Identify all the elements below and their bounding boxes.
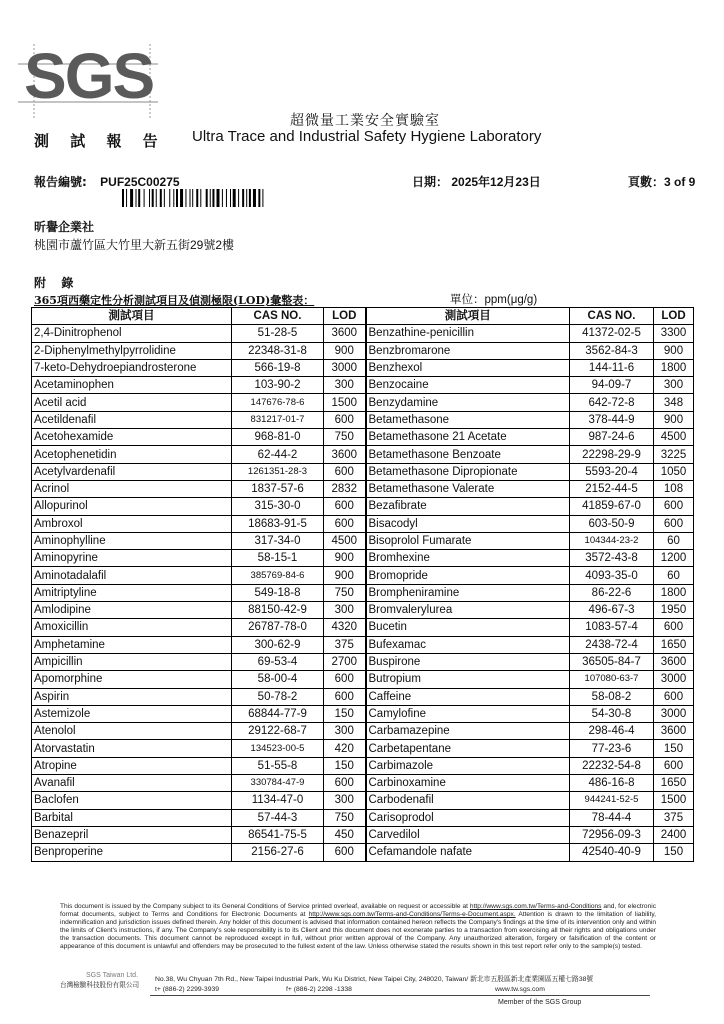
lod-cell-2: 600 (654, 515, 694, 532)
test-item-cell-2: Betamethasone (366, 411, 570, 428)
lod-cell: 750 (324, 584, 366, 601)
cas-no-cell-2: 54-30-8 (570, 705, 654, 722)
cas-no-cell: 57-44-3 (232, 809, 324, 826)
cas-no-cell: 2156-27-6 (232, 844, 324, 861)
test-item-cell-2: Carbinoxamine (366, 775, 570, 792)
table-row (32, 480, 694, 497)
cas-no-cell: 103-90-2 (232, 377, 324, 394)
cas-no-cell-2: 298-46-4 (570, 723, 654, 740)
lod-cell-2: 150 (654, 844, 694, 861)
test-item-cell-2: Bromopride (366, 567, 570, 584)
cas-no-cell: 18683-91-5 (232, 515, 324, 532)
test-item-cell: Atropine (32, 757, 232, 774)
table-row (32, 429, 694, 446)
header-test-item: 測試項目 (32, 308, 232, 325)
table-row (32, 705, 694, 722)
lod-cell: 420 (324, 740, 366, 757)
test-item-cell-2: Carbodenafil (366, 792, 570, 809)
test-item-cell-2: Carbimazole (366, 757, 570, 774)
disclaimer-part-3: Attention is drawn to the limitation of liability, indemnification and jurisdiction issues defined therein. Any holder of this document is advised that information contained hereon reflects the Company's findings at the time of its intervention only and within the limits of Client's instructions, if any. The Company's sole responsibility is to its Client and this document does not exonerate parties to a transaction from exercising all their rights and obligations under the transaction documents. This document cannot be reproduced except in full, without prior written approval of the Company. Any unauthorized alteration, forgery or falsification of the content or appearance of this document is unlawful and offenders may be prosecuted to the fullest extent of the law. Unless otherwise stated the results shown in this test report refer only to the sample(s) tested. (60, 911, 656, 951)
test-item-cell-2: Carvedilol (366, 826, 570, 843)
unit-label: 單位：ppm(μg/g) (450, 294, 538, 306)
lod-cell: 4500 (324, 532, 366, 549)
lod-cell-2: 60 (654, 567, 694, 584)
cas-no-cell: 1837-57-6 (232, 480, 324, 497)
cas-no-cell: 317-34-0 (232, 532, 324, 549)
table-row (32, 636, 694, 653)
test-item-cell: Apomorphine (32, 671, 232, 688)
test-item-cell-2: Benzbromarone (366, 342, 570, 359)
test-item-cell: Baclofen (32, 792, 232, 809)
lod-cell: 600 (324, 844, 366, 861)
lod-cell: 600 (324, 411, 366, 428)
lod-cell: 450 (324, 826, 366, 843)
test-item-cell-2: Brompheniramine (366, 584, 570, 601)
cas-no-cell: 58-00-4 (232, 671, 324, 688)
client-name: 昕譽企業社 (34, 220, 95, 234)
cas-no-cell: 26787-78-0 (232, 619, 324, 636)
cas-no-cell-2: 3572-43-8 (570, 550, 654, 567)
lod-cell-2: 3000 (654, 705, 694, 722)
test-item-cell: Amlodipine (32, 602, 232, 619)
lod-cell-2: 3600 (654, 653, 694, 670)
client-address: 桃園市蘆竹區大竹里大新五街29號2樓 (34, 238, 235, 252)
disclaimer-part-1: This document is issued by the Company subject to its General Conditions of Service printed overleaf, available on request or accessible at (60, 903, 470, 910)
cas-no-cell-2: 41859-67-0 (570, 498, 654, 515)
table-header-row (32, 308, 694, 325)
cas-no-cell-2: 58-08-2 (570, 688, 654, 705)
cas-no-cell: 51-55-8 (232, 757, 324, 774)
lod-cell: 150 (324, 757, 366, 774)
cas-no-cell-2: 41372-02-5 (570, 325, 654, 342)
report-no-label: 報告編號: (34, 175, 87, 189)
lod-cell: 900 (324, 342, 366, 359)
lod-cell: 600 (324, 463, 366, 480)
lod-cell-2: 3300 (654, 325, 694, 342)
lod-cell-2: 1050 (654, 463, 694, 480)
table-title: 365項西藥定性分析測試項目及偵測極限(LOD)彙整表： (34, 294, 315, 307)
lod-cell-2: 3000 (654, 671, 694, 688)
lod-cell-2: 1650 (654, 636, 694, 653)
test-item-cell-2: Bromhexine (366, 550, 570, 567)
page-value: 3 of 9 (664, 175, 696, 189)
report-no-value: PUF25C00275 (100, 175, 180, 189)
table-row (32, 515, 694, 532)
table-row (32, 359, 694, 376)
footer-website[interactable]: www.tw.sgs.com (495, 986, 545, 993)
cas-no-cell: 88150-42-9 (232, 602, 324, 619)
cas-no-cell-2: 5593-20-4 (570, 463, 654, 480)
lod-cell: 750 (324, 429, 366, 446)
lod-cell-2: 600 (654, 688, 694, 705)
footer-divider (150, 995, 650, 996)
cas-no-cell-2: 144-11-6 (570, 359, 654, 376)
table-row (32, 653, 694, 670)
cas-no-cell-2: 2152-44-5 (570, 480, 654, 497)
date-label: 日期： (412, 175, 449, 189)
cas-no-cell-2: 486-16-8 (570, 775, 654, 792)
test-item-cell-2: Benzydamine (366, 394, 570, 411)
page-label: 頁數： (628, 175, 665, 189)
lod-cell: 300 (324, 377, 366, 394)
header-test-item-2: 測試項目 (366, 308, 570, 325)
test-item-cell: Acetil acid (32, 394, 232, 411)
lod-cell: 3600 (324, 446, 366, 463)
lod-cell: 150 (324, 705, 366, 722)
test-item-cell: Astemizole (32, 705, 232, 722)
lod-cell-2: 3600 (654, 723, 694, 740)
cas-no-cell-2: 94-09-7 (570, 377, 654, 394)
lod-cell: 600 (324, 688, 366, 705)
barcode-icon (122, 189, 306, 207)
report-date (412, 173, 541, 190)
lod-cell: 375 (324, 636, 366, 653)
test-item-cell-2: Buspirone (366, 653, 570, 670)
table-row (32, 757, 694, 774)
date-value: 2025年12月23日 (451, 175, 541, 189)
logo-text: SGS (24, 40, 154, 112)
cas-no-cell-2: 2438-72-4 (570, 636, 654, 653)
cas-no-cell: 86541-75-5 (232, 826, 324, 843)
test-item-cell-2: Bisacodyl (366, 515, 570, 532)
lod-cell: 300 (324, 792, 366, 809)
cas-no-cell-2: 496-67-3 (570, 602, 654, 619)
footer-address: No.38, Wu Chyuan 7th Rd., New Taipei Industrial Park, Wu Ku District, New Taipei City, 248020, Taiwan/ 新北市五股區新北產業園區五權七路38號 (155, 976, 594, 983)
test-item-cell-2: Carisoprodol (366, 809, 570, 826)
header-lod-2: LOD (654, 308, 694, 325)
cas-no-cell-2: 987-24-6 (570, 429, 654, 446)
header-cas-no: CAS NO. (232, 308, 324, 325)
table-row (32, 584, 694, 601)
test-item-cell: Aminotadalafil (32, 567, 232, 584)
cas-no-cell-2: 944241-52-5 (570, 792, 654, 809)
test-item-cell: Acrinol (32, 480, 232, 497)
cas-no-cell-2: 22232-54-8 (570, 757, 654, 774)
test-item-cell: Acetophenetidin (32, 446, 232, 463)
test-item-cell: Ampicillin (32, 653, 232, 670)
table-row (32, 550, 694, 567)
cas-no-cell: 134523-00-5 (232, 740, 324, 757)
table-row (32, 498, 694, 515)
sgs-taiwan-label: SGS Taiwan Ltd. (86, 972, 139, 979)
page-count (628, 173, 695, 190)
test-item-cell: Acetildenafil (32, 411, 232, 428)
table-row (32, 723, 694, 740)
table-row (32, 377, 694, 394)
lod-cell-2: 1800 (654, 584, 694, 601)
test-item-cell: Ambroxol (32, 515, 232, 532)
cas-no-cell: 385769-84-6 (232, 567, 324, 584)
table-row (32, 463, 694, 480)
lod-cell: 300 (324, 723, 366, 740)
lod-cell-2: 1500 (654, 792, 694, 809)
lod-cell-2: 600 (654, 498, 694, 515)
cas-no-cell: 50-78-2 (232, 688, 324, 705)
table-row (32, 411, 694, 428)
report-number (34, 173, 180, 190)
test-item-cell-2: Benzhexol (366, 359, 570, 376)
cas-no-cell: 566-19-8 (232, 359, 324, 376)
table-row (32, 809, 694, 826)
lod-cell-2: 300 (654, 377, 694, 394)
header-lod: LOD (324, 308, 366, 325)
test-item-cell-2: Betamethasone 21 Acetate (366, 429, 570, 446)
lod-cell: 600 (324, 515, 366, 532)
table-row (32, 688, 694, 705)
test-item-cell: Aminophylline (32, 532, 232, 549)
test-item-cell: Acetohexamide (32, 429, 232, 446)
test-item-cell-2: Betamethasone Valerate (366, 480, 570, 497)
lod-cell-2: 1200 (654, 550, 694, 567)
table-row (32, 532, 694, 549)
test-item-cell: Aspirin (32, 688, 232, 705)
table-row (32, 775, 694, 792)
appendix-label: 附 錄 (34, 276, 80, 290)
lod-cell: 4320 (324, 619, 366, 636)
cas-no-cell-2: 1083-57-4 (570, 619, 654, 636)
lod-cell: 600 (324, 671, 366, 688)
test-item-cell: Aminopyrine (32, 550, 232, 567)
test-item-cell-2: Carbamazepine (366, 723, 570, 740)
lod-cell: 900 (324, 550, 366, 567)
lod-table (31, 307, 694, 862)
lod-cell-2: 600 (654, 757, 694, 774)
lod-cell-2: 1650 (654, 775, 694, 792)
test-item-cell: 2-Diphenylmethylpyrrolidine (32, 342, 232, 359)
test-item-cell: Atorvastatin (32, 740, 232, 757)
cas-no-cell: 69-53-4 (232, 653, 324, 670)
lod-cell: 1500 (324, 394, 366, 411)
cas-no-cell: 1261351-28-3 (232, 463, 324, 480)
cas-no-cell-2: 86-22-6 (570, 584, 654, 601)
test-item-cell-2: Camylofine (366, 705, 570, 722)
test-item-cell-2: Bucetin (366, 619, 570, 636)
cas-no-cell: 968-81-0 (232, 429, 324, 446)
test-item-cell-2: Bisoprolol Fumarate (366, 532, 570, 549)
test-item-cell: Amphetamine (32, 636, 232, 653)
lod-cell-2: 108 (654, 480, 694, 497)
cas-no-cell: 315-30-0 (232, 498, 324, 515)
lod-cell: 2832 (324, 480, 366, 497)
lod-cell: 600 (324, 775, 366, 792)
cas-no-cell-2: 22298-29-9 (570, 446, 654, 463)
test-item-cell: Barbital (32, 809, 232, 826)
cas-no-cell-2: 77-23-6 (570, 740, 654, 757)
test-item-cell-2: Cefamandole nafate (366, 844, 570, 861)
cas-no-cell: 29122-68-7 (232, 723, 324, 740)
footer-phone: t+ (886-2) 2299-3939 (155, 986, 220, 993)
cas-no-cell-2: 378-44-9 (570, 411, 654, 428)
table-row (32, 792, 694, 809)
lod-cell: 3600 (324, 325, 366, 342)
cas-no-cell-2: 4093-35-0 (570, 567, 654, 584)
test-item-cell: 2,4-Dinitrophenol (32, 325, 232, 342)
footer-disclaimer (60, 903, 656, 952)
test-item-cell-2: Betamethasone Benzoate (366, 446, 570, 463)
table-row (32, 619, 694, 636)
report-title: 測 試 報 告 (34, 132, 166, 150)
member-of-sgs: Member of the SGS Group (498, 999, 582, 1006)
test-item-cell: Atenolol (32, 723, 232, 740)
cas-no-cell: 147676-78-6 (232, 394, 324, 411)
sgs-logo (18, 40, 158, 120)
table-row (32, 740, 694, 757)
lod-cell-2: 2400 (654, 826, 694, 843)
test-item-cell-2: Caffeine (366, 688, 570, 705)
test-item-cell-2: Bezafibrate (366, 498, 570, 515)
test-item-cell-2: Carbetapentane (366, 740, 570, 757)
lab-name-en: Ultra Trace and Industrial Safety Hygiene Laboratory (192, 128, 542, 145)
cas-no-cell-2: 36505-84-7 (570, 653, 654, 670)
test-item-cell-2: Betamethasone Dipropionate (366, 463, 570, 480)
test-item-cell: 7-keto-Dehydroepiandrosterone (32, 359, 232, 376)
cas-no-cell-2: 42540-40-9 (570, 844, 654, 861)
lod-cell-2: 60 (654, 532, 694, 549)
table-row (32, 446, 694, 463)
cas-no-cell-2: 107080-63-7 (570, 671, 654, 688)
cas-no-cell: 68844-77-9 (232, 705, 324, 722)
footer-fax: f+ (886-2) 2298 -1338 (286, 986, 352, 993)
lod-cell-2: 150 (654, 740, 694, 757)
cas-no-cell: 51-28-5 (232, 325, 324, 342)
test-item-cell: Benproperine (32, 844, 232, 861)
test-item-cell: Amoxicillin (32, 619, 232, 636)
lod-cell: 3000 (324, 359, 366, 376)
table-row (32, 342, 694, 359)
cas-no-cell-2: 3562-84-3 (570, 342, 654, 359)
lod-cell-2: 600 (654, 619, 694, 636)
test-item-cell: Acetaminophen (32, 377, 232, 394)
lod-cell-2: 900 (654, 411, 694, 428)
cas-no-cell-2: 104344-23-2 (570, 532, 654, 549)
table-row (32, 394, 694, 411)
test-item-cell-2: Benzathine-penicillin (366, 325, 570, 342)
cas-no-cell-2: 78-44-4 (570, 809, 654, 826)
lod-cell-2: 375 (654, 809, 694, 826)
lod-cell-2: 900 (654, 342, 694, 359)
terms-link[interactable]: http://www.sgs.com.tw/Terms-and-Conditions (469, 903, 602, 910)
cas-no-cell-2: 642-72-8 (570, 394, 654, 411)
sgs-taiwan-cn-label: 台灣檢驗科技股份有限公司 (60, 982, 140, 989)
test-item-cell: Acetylvardenafil (32, 463, 232, 480)
lod-cell-2: 1800 (654, 359, 694, 376)
cas-no-cell: 330784-47-9 (232, 775, 324, 792)
table-row (32, 567, 694, 584)
test-item-cell: Allopurinol (32, 498, 232, 515)
table-row (32, 325, 694, 342)
test-item-cell-2: Bromvalerylurea (366, 602, 570, 619)
cas-no-cell-2: 603-50-9 (570, 515, 654, 532)
lod-cell: 300 (324, 602, 366, 619)
test-item-cell: Avanafil (32, 775, 232, 792)
table-row (32, 671, 694, 688)
cas-no-cell: 831217-01-7 (232, 411, 324, 428)
header-cas-no-2: CAS NO. (570, 308, 654, 325)
lod-cell-2: 348 (654, 394, 694, 411)
lab-name-cn: 超微量工業安全實驗室 (290, 113, 440, 129)
cas-no-cell: 549-18-8 (232, 584, 324, 601)
cas-no-cell: 1134-47-0 (232, 792, 324, 809)
cas-no-cell-2: 72956-09-3 (570, 826, 654, 843)
terms-e-document-link[interactable]: http://www.sgs.com.tw/Terms-and-Conditions/Terms-e-Document.aspx. (308, 911, 516, 919)
table-row (32, 844, 694, 861)
table-row (32, 602, 694, 619)
cas-no-cell: 22348-31-8 (232, 342, 324, 359)
lod-cell-2: 3225 (654, 446, 694, 463)
lod-cell: 900 (324, 567, 366, 584)
cas-no-cell: 300-62-9 (232, 636, 324, 653)
table-row (32, 826, 694, 843)
disclaimer-part-2: and, for electronic format documents, subject to Terms and Conditions for Electronic Documents at (60, 903, 656, 919)
test-item-cell: Amitriptyline (32, 584, 232, 601)
test-item-cell-2: Bufexamac (366, 636, 570, 653)
test-item-cell: Benazepril (32, 826, 232, 843)
lod-cell-2: 1950 (654, 602, 694, 619)
lod-cell: 2700 (324, 653, 366, 670)
cas-no-cell: 62-44-2 (232, 446, 324, 463)
cas-no-cell: 58-15-1 (232, 550, 324, 567)
test-item-cell-2: Butropium (366, 671, 570, 688)
lod-cell: 600 (324, 498, 366, 515)
test-item-cell-2: Benzocaine (366, 377, 570, 394)
lod-cell: 750 (324, 809, 366, 826)
lod-cell-2: 4500 (654, 429, 694, 446)
